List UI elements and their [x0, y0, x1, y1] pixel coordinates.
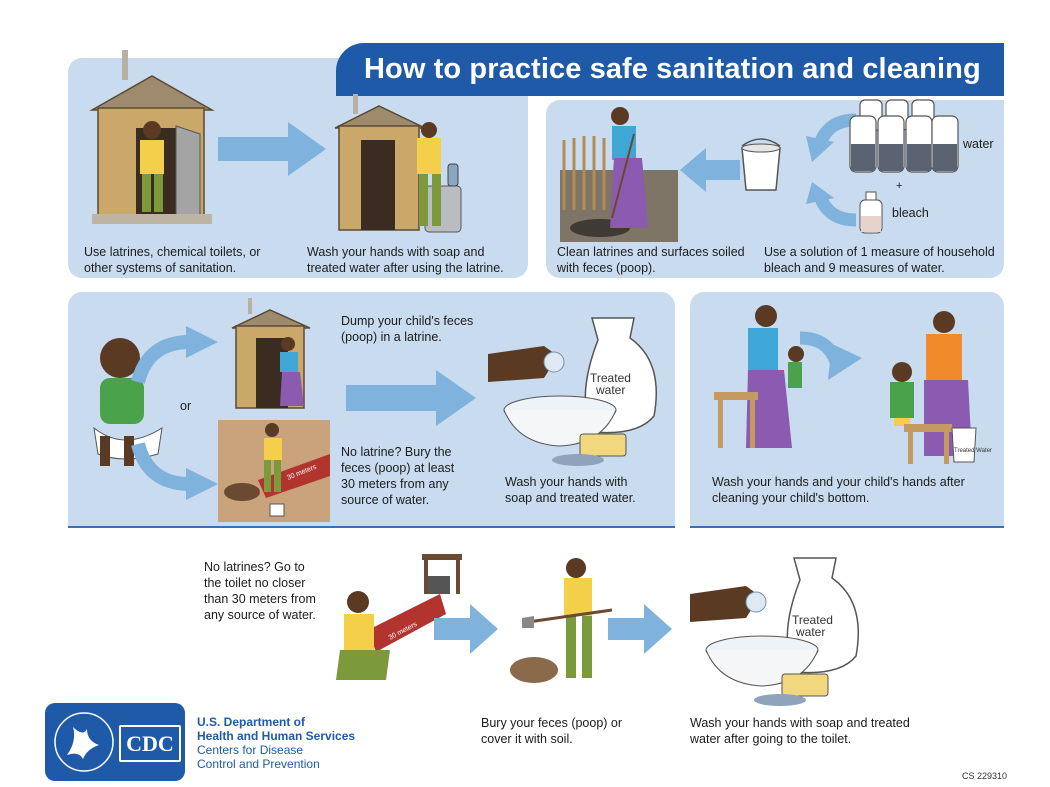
caption-bury-child-feces: No latrine? Bury the feces (poop) at least 30 meters from any source of water.: [341, 445, 455, 507]
caption-clean-latrines: Clean latrines and surfaces soiled with feces (poop).: [557, 245, 745, 275]
dump-feces-latrine-illustration: [230, 298, 334, 416]
treated-water-small-label: Treated Water: [954, 448, 992, 454]
caption-wash-soap-treated: Wash your hands with soap and treated water.: [505, 475, 636, 505]
caption-or: or: [180, 399, 192, 413]
child-handwashing-illustration: [864, 306, 992, 466]
arrow-icon: [434, 604, 498, 654]
caption-bleach-solution: Use a solution of 1 measure of household bleach and 9 measures of water.: [764, 245, 995, 275]
treated-water-label: Treated: [590, 371, 631, 385]
page-title: How to practice safe sanitation and cleaning: [364, 53, 981, 85]
hhs-cdc-logo: [45, 703, 185, 781]
caption-wash-child-hands: Wash your hands and your child's hands after cleaning your child's bottom.: [712, 475, 965, 505]
label-water: water: [963, 137, 994, 151]
arrow-icon: [680, 148, 740, 192]
caption-no-latrines-go: No latrines? Go to the toilet no closer than 30 meters from any source of water.: [204, 560, 316, 622]
panel-bottom-line: [68, 526, 675, 528]
agency-name: [197, 715, 355, 771]
thirty-meters-label: 30 meters: [387, 620, 419, 642]
label-bleach: bleach: [892, 206, 929, 220]
handwashing-latrine-illustration: [333, 92, 473, 242]
caption-bury-own-feces: Bury your feces (poop) or cover it with soil.: [481, 716, 623, 746]
arrow-icon: [346, 370, 476, 426]
document-code: CS 229310: [962, 771, 1008, 781]
svg-text:Treated: Treated: [792, 613, 833, 627]
title-bar: [336, 43, 1004, 96]
cdc-line-1: Centers for Disease: [197, 743, 304, 757]
caption-wash-after-toilet: Wash your hands with soap and treated water after going to the toilet.: [690, 716, 910, 746]
arrow-icon: [608, 604, 672, 654]
label-plus: +: [896, 180, 903, 192]
arrow-icon: [218, 122, 326, 176]
handwashing-treated-water-illustration: [488, 316, 664, 466]
caption-dump-feces: Dump your child's feces (poop) in a latrine.: [341, 314, 474, 344]
handwashing-treated-water-illustration: [690, 556, 866, 706]
caption-wash-after-latrine: Wash your hands with soap and treated water after using the latrine.: [307, 245, 504, 275]
curved-arrow-icon: [132, 326, 218, 384]
curved-arrow-icon: [798, 330, 862, 384]
svg-text:water: water: [596, 383, 626, 397]
bleach-bottle-icon: [858, 192, 884, 234]
bucket-icon: [740, 140, 782, 192]
hhs-line-1: U.S. Department of: [197, 715, 306, 729]
curved-arrow-icon: [806, 182, 858, 228]
panel-bottom-line: [690, 526, 1004, 528]
caption-use-latrines: Use latrines, chemical toilets, or other systems of sanitation.: [84, 245, 261, 275]
bury-child-feces-illustration: [218, 420, 330, 522]
cdc-logo-text: CDC: [119, 725, 181, 762]
cdc-line-2: Control and Prevention: [197, 757, 320, 771]
curved-arrow-icon: [132, 442, 218, 500]
woman-cleaning-illustration: [560, 100, 678, 242]
man-shoveling-illustration: [508, 556, 624, 690]
svg-text:water: water: [796, 625, 826, 639]
latrine-man-illustration: [88, 48, 218, 228]
thirty-meters-label: 30 meters: [286, 463, 318, 482]
water-bottles-icon: [848, 100, 960, 174]
hhs-line-2: Health and Human Services: [197, 729, 356, 743]
mother-child-illustration: [712, 300, 802, 456]
hhs-eagle-icon: [53, 711, 115, 773]
